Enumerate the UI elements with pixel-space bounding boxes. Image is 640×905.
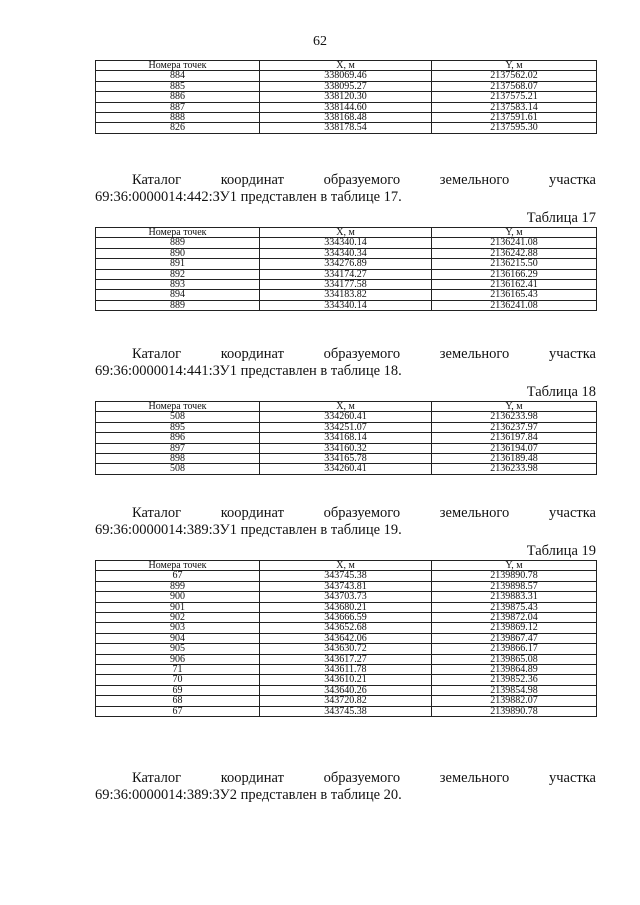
y-cell: 2136237.97 — [432, 422, 597, 432]
y-cell: 2136162.41 — [432, 280, 597, 290]
header-y: Y, м — [432, 61, 597, 71]
x-cell: 343703.73 — [260, 592, 432, 602]
point-number-cell: 889 — [96, 300, 260, 310]
x-cell: 343745.38 — [260, 706, 432, 716]
table-row — [96, 464, 597, 474]
section-table-19 — [95, 505, 596, 717]
paragraph-word: земельного — [439, 172, 510, 188]
section-table-18 — [95, 346, 596, 475]
x-cell: 343611.78 — [260, 665, 432, 675]
y-cell: 2139890.78 — [432, 571, 597, 581]
paragraph-first-line — [95, 346, 596, 363]
point-number-cell: 71 — [96, 665, 260, 675]
table-row — [96, 81, 597, 91]
point-number-cell: 508 — [96, 412, 260, 422]
point-number-cell: 891 — [96, 259, 260, 269]
x-cell: 343720.82 — [260, 696, 432, 706]
header-x: X, м — [260, 402, 432, 412]
x-cell: 343617.27 — [260, 654, 432, 664]
paragraph-word: координат — [220, 172, 284, 188]
table-caption: Таблица 19 — [526, 543, 596, 559]
x-cell: 334260.41 — [260, 464, 432, 474]
header-point-number: Номера точек — [96, 402, 260, 412]
point-number-cell: 905 — [96, 644, 260, 654]
header-point-number: Номера точек — [96, 561, 260, 571]
table-row — [96, 685, 597, 695]
paragraph-second-line: 69:36:0000014:389:ЗУ1 представлен в таблице 19. — [95, 522, 402, 538]
x-cell: 334276.89 — [260, 259, 432, 269]
point-number-cell: 900 — [96, 592, 260, 602]
point-number-cell: 890 — [96, 248, 260, 258]
y-cell: 2137568.07 — [432, 81, 597, 91]
y-cell: 2136189.48 — [432, 454, 597, 464]
point-number-cell: 894 — [96, 290, 260, 300]
table-row — [96, 675, 597, 685]
point-number-cell: 896 — [96, 433, 260, 443]
header-y: Y, м — [432, 228, 597, 238]
point-number-cell: 901 — [96, 602, 260, 612]
point-number-cell: 67 — [96, 706, 260, 716]
x-cell: 343743.81 — [260, 581, 432, 591]
table-row — [96, 412, 597, 422]
point-number-cell: 903 — [96, 623, 260, 633]
y-cell: 2136197.84 — [432, 433, 597, 443]
paragraph-word: земельного — [439, 505, 510, 521]
x-cell: 343610.21 — [260, 675, 432, 685]
x-cell: 334340.14 — [260, 300, 432, 310]
paragraph-word: Каталог — [132, 172, 182, 188]
x-cell: 334260.41 — [260, 412, 432, 422]
paragraph-word: Каталог — [132, 505, 182, 521]
paragraph-word: образуемого — [323, 172, 401, 188]
table-row — [96, 422, 597, 432]
table-caption: Таблица 17 — [526, 210, 596, 226]
table-row — [96, 123, 597, 133]
y-cell: 2137583.14 — [432, 102, 597, 112]
table-row — [96, 269, 597, 279]
table-header-row — [96, 61, 597, 71]
x-cell: 334165.78 — [260, 454, 432, 464]
paragraph-word: участка — [548, 505, 596, 521]
x-cell: 334251.07 — [260, 422, 432, 432]
y-cell: 2137562.02 — [432, 71, 597, 81]
y-cell: 2136166.29 — [432, 269, 597, 279]
header-y: Y, м — [432, 561, 597, 571]
header-point-number: Номера точек — [96, 61, 260, 71]
y-cell: 2136241.08 — [432, 300, 597, 310]
y-cell: 2139852.36 — [432, 675, 597, 685]
paragraph-word: координат — [220, 770, 284, 786]
y-cell: 2139898.57 — [432, 581, 597, 591]
section-table-20 — [95, 770, 596, 804]
y-cell: 2139890.78 — [432, 706, 597, 716]
point-number-cell: 68 — [96, 696, 260, 706]
coordinates-table — [95, 60, 597, 134]
y-cell: 2139867.47 — [432, 633, 597, 643]
point-number-cell: 884 — [96, 71, 260, 81]
x-cell: 334340.34 — [260, 248, 432, 258]
header-x: X, м — [260, 228, 432, 238]
point-number-cell: 892 — [96, 269, 260, 279]
paragraph-first-line — [95, 505, 596, 522]
point-number-cell: 906 — [96, 654, 260, 664]
point-number-cell: 887 — [96, 102, 260, 112]
y-cell: 2137575.21 — [432, 92, 597, 102]
table-row — [96, 654, 597, 664]
paragraph-word: образуемого — [323, 770, 401, 786]
paragraph-second-line: 69:36:0000014:441:ЗУ1 представлен в таблице 18. — [95, 363, 402, 379]
x-cell: 338168.48 — [260, 113, 432, 123]
point-number-cell: 885 — [96, 81, 260, 91]
section-table-17 — [95, 172, 596, 311]
table-row — [96, 623, 597, 633]
coordinates-table — [95, 227, 597, 311]
y-cell: 2136241.08 — [432, 238, 597, 248]
y-cell: 2139864.89 — [432, 665, 597, 675]
x-cell: 334340.14 — [260, 238, 432, 248]
table-row — [96, 238, 597, 248]
table-row — [96, 300, 597, 310]
x-cell: 334174.27 — [260, 269, 432, 279]
table-header-row — [96, 561, 597, 571]
paragraph-word: Каталог — [132, 770, 182, 786]
paragraph-word: координат — [220, 346, 284, 362]
table-row — [96, 696, 597, 706]
catalog-paragraph — [95, 172, 596, 206]
y-cell: 2139866.17 — [432, 644, 597, 654]
table-row — [96, 592, 597, 602]
x-cell: 338069.46 — [260, 71, 432, 81]
point-number-cell: 69 — [96, 685, 260, 695]
x-cell: 343745.38 — [260, 571, 432, 581]
paragraph-word: земельного — [439, 346, 510, 362]
x-cell: 343652.68 — [260, 623, 432, 633]
table-caption: Таблица 18 — [526, 384, 596, 400]
paragraph-word: Каталог — [132, 346, 182, 362]
y-cell: 2136242.88 — [432, 248, 597, 258]
point-number-cell: 904 — [96, 633, 260, 643]
y-cell: 2139865.08 — [432, 654, 597, 664]
y-cell: 2136233.98 — [432, 464, 597, 474]
point-number-cell: 70 — [96, 675, 260, 685]
x-cell: 338120.30 — [260, 92, 432, 102]
catalog-paragraph — [95, 505, 596, 539]
table-row — [96, 613, 597, 623]
point-number-cell: 886 — [96, 92, 260, 102]
x-cell: 334168.14 — [260, 433, 432, 443]
point-number-cell: 508 — [96, 464, 260, 474]
x-cell: 343680.21 — [260, 602, 432, 612]
point-number-cell: 895 — [96, 422, 260, 432]
point-number-cell: 889 — [96, 238, 260, 248]
header-y: Y, м — [432, 402, 597, 412]
y-cell: 2139869.12 — [432, 623, 597, 633]
paragraph-word: координат — [220, 505, 284, 521]
paragraph-word: образуемого — [323, 346, 401, 362]
table-header-row — [96, 402, 597, 412]
x-cell: 338178.54 — [260, 123, 432, 133]
table-row — [96, 454, 597, 464]
y-cell: 2139854.98 — [432, 685, 597, 695]
header-x: X, м — [260, 561, 432, 571]
catalog-paragraph — [95, 770, 596, 804]
point-number-cell: 897 — [96, 443, 260, 453]
table-row — [96, 92, 597, 102]
table-row — [96, 633, 597, 643]
table-row — [96, 102, 597, 112]
x-cell: 334160.32 — [260, 443, 432, 453]
x-cell: 343666.59 — [260, 613, 432, 623]
paragraph-second-line: 69:36:0000014:442:ЗУ1 представлен в таблице 17. — [95, 189, 402, 205]
point-number-cell: 899 — [96, 581, 260, 591]
x-cell: 334183.82 — [260, 290, 432, 300]
table-row — [96, 706, 597, 716]
point-number-cell: 893 — [96, 280, 260, 290]
table-row — [96, 581, 597, 591]
y-cell: 2136215.50 — [432, 259, 597, 269]
coordinates-table — [95, 560, 597, 717]
y-cell: 2139883.31 — [432, 592, 597, 602]
table-row — [96, 71, 597, 81]
y-cell: 2136233.98 — [432, 412, 597, 422]
table-row — [96, 248, 597, 258]
header-point-number: Номера точек — [96, 228, 260, 238]
paragraph-word: земельного — [439, 770, 510, 786]
x-cell: 343630.72 — [260, 644, 432, 654]
paragraph-first-line — [95, 770, 596, 787]
paragraph-word: участка — [548, 172, 596, 188]
y-cell: 2136165.43 — [432, 290, 597, 300]
paragraph-word: участка — [548, 346, 596, 362]
table-row — [96, 290, 597, 300]
table-row — [96, 644, 597, 654]
paragraph-word: образуемого — [323, 505, 401, 521]
table16-continuation — [95, 60, 596, 134]
point-number-cell: 826 — [96, 123, 260, 133]
x-cell: 338144.60 — [260, 102, 432, 112]
y-cell: 2137595.30 — [432, 123, 597, 133]
table-row — [96, 113, 597, 123]
table-row — [96, 259, 597, 269]
y-cell: 2136194.07 — [432, 443, 597, 453]
table-row — [96, 280, 597, 290]
x-cell: 338095.27 — [260, 81, 432, 91]
paragraph-second-line: 69:36:0000014:389:ЗУ2 представлен в таблице 20. — [95, 787, 402, 803]
table-row — [96, 571, 597, 581]
x-cell: 343640.26 — [260, 685, 432, 695]
y-cell: 2137591.61 — [432, 113, 597, 123]
x-cell: 343642.06 — [260, 633, 432, 643]
header-x: X, м — [260, 61, 432, 71]
point-number-cell: 67 — [96, 571, 260, 581]
catalog-paragraph — [95, 346, 596, 380]
table-row — [96, 602, 597, 612]
table-header-row — [96, 228, 597, 238]
y-cell: 2139872.04 — [432, 613, 597, 623]
paragraph-word: участка — [548, 770, 596, 786]
y-cell: 2139875.43 — [432, 602, 597, 612]
table-row — [96, 443, 597, 453]
paragraph-first-line — [95, 172, 596, 189]
page-number: 62 — [313, 34, 327, 49]
point-number-cell: 888 — [96, 113, 260, 123]
y-cell: 2139882.07 — [432, 696, 597, 706]
table-row — [96, 665, 597, 675]
coordinates-table — [95, 401, 597, 475]
point-number-cell: 902 — [96, 613, 260, 623]
table-row — [96, 433, 597, 443]
point-number-cell: 898 — [96, 454, 260, 464]
x-cell: 334177.58 — [260, 280, 432, 290]
